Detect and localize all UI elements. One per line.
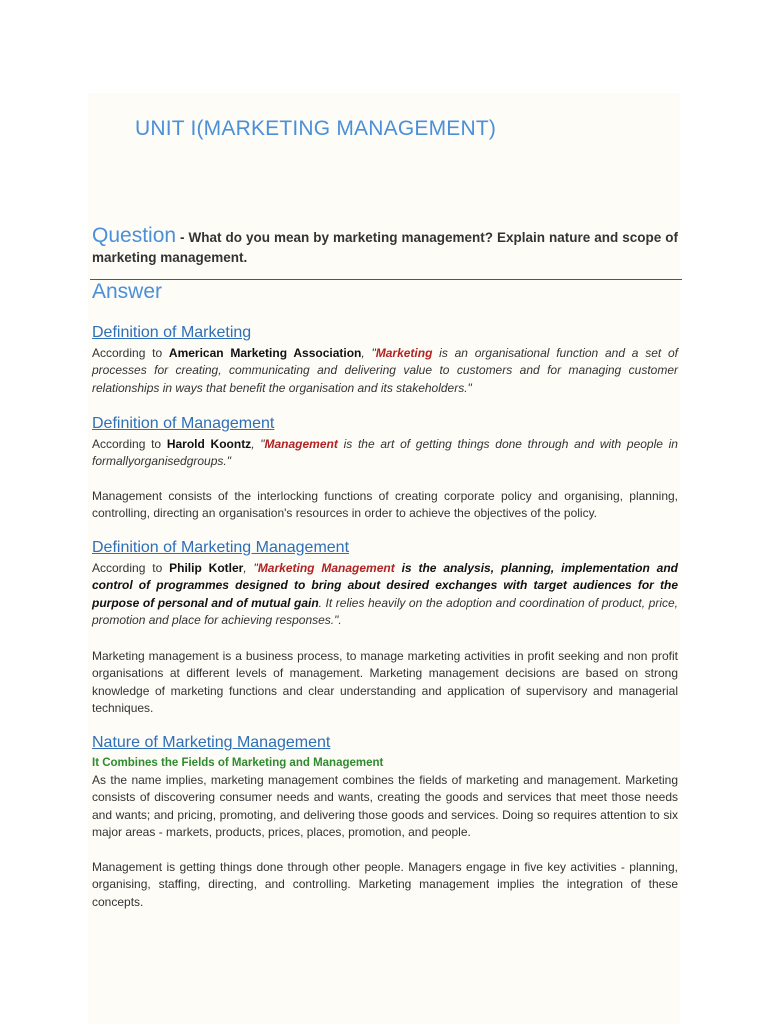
quote-open: , " xyxy=(243,561,258,575)
definition-text: . It relies heavily on the adoption and coordination of product, price, promotion and place for achieving responses.". xyxy=(92,595,678,627)
mm-description: Marketing management is a business process, to manage marketing activities in profit seeking and non profit organisations at different levels of management. Marketing management decisions are based on strong knowledge of marketing functions and clear understanding and application of supervisory and managerial techniques. xyxy=(92,649,678,715)
quote-open: , " xyxy=(251,437,265,451)
source-name: Philip Kotler xyxy=(169,561,244,575)
question-block xyxy=(92,226,678,268)
def-marketing-paragraph xyxy=(92,345,678,397)
nature-heading: Nature of Marketing Management xyxy=(92,734,331,751)
text-intro: According to xyxy=(92,561,170,575)
document-page xyxy=(88,93,680,1024)
defined-term: Management xyxy=(264,437,338,451)
def-management-paragraph xyxy=(92,436,678,471)
management-description: Management consists of the interlocking functions of creating corporate policy and organising, planning, controlling, directing an organisation's resources in order to achieve the objectives of the policy. xyxy=(92,489,678,521)
defined-term: Marketing Management xyxy=(257,561,395,575)
quote-open: , " xyxy=(361,346,376,360)
question-text: - What do you mean by marketing management? Explain nature and scope of marketing management. xyxy=(92,230,678,265)
question-label: Question xyxy=(92,224,177,247)
def-management-heading: Definition of Management xyxy=(92,415,275,432)
source-name: American Marketing Association xyxy=(168,346,362,360)
defined-term: Marketing xyxy=(375,346,433,360)
definition-text: is an organisational function and a set of processes for creating, communicating and delivering value to customers and for managing customer relationships in ways that benefit the organisation and its stakeholders." xyxy=(92,346,678,395)
source-name: Harold Koontz xyxy=(166,437,252,451)
text-intro: According to xyxy=(92,346,169,360)
text-intro: According to xyxy=(92,437,167,451)
def-marketing-heading: Definition of Marketing xyxy=(92,324,252,341)
nature-paragraph-1: As the name implies, marketing management combines the fields of marketing and management. Marketing consists of discovering consumer needs and wants, creating the goods and services that meet those needs and wants; and pricing, promoting, and delivering those goods and services. Doing so requires attention to six major areas - markets, products, prices, places, promotion, and people. xyxy=(92,773,678,839)
def-mm-paragraph xyxy=(92,560,678,629)
unit-title: UNIT I(MARKETING MANAGEMENT) xyxy=(135,117,497,140)
nature-paragraph-2: Management is getting things done through other people. Managers engage in five key activities - planning, organising, staffing, directing, and controlling. Marketing management implies the integration of these concepts. xyxy=(92,860,678,909)
answer-heading: Answer xyxy=(92,280,163,303)
definition-bold-text: is the analysis, planning, implementation and control of programmes designed to bring about desired exchanges with target audiences for the purpose of personal and of mutual gain xyxy=(92,561,678,610)
nature-subheading: It Combines the Fields of Marketing and Management xyxy=(92,757,384,769)
divider xyxy=(90,279,682,280)
definition-text: is the art of getting things done through and with people in formallyorganisedgroups." xyxy=(92,437,678,469)
def-mm-heading: Definition of Marketing Management xyxy=(92,539,350,556)
